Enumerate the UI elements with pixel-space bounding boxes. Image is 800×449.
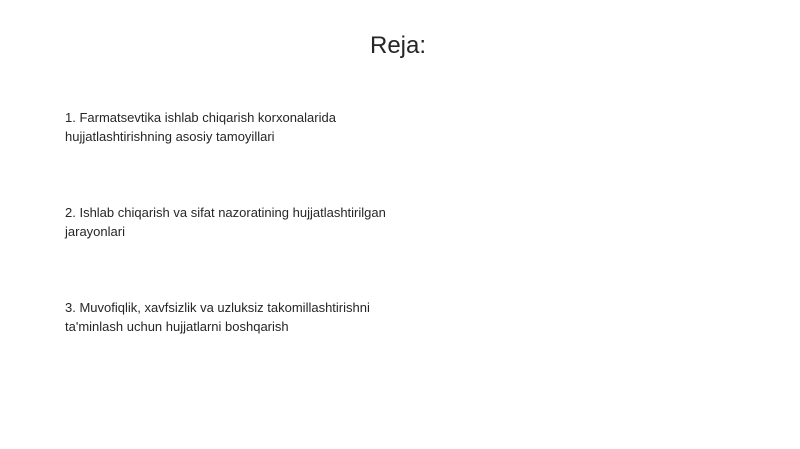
slide-content: [65, 108, 425, 336]
list-item: 3. Muvofiqlik, xavfsizlik va uzluksiz takomillashtirishni ta'minlash uchun hujjatlarni boshqarish: [65, 300, 370, 334]
list-item: 2. Ishlab chiqarish va sifat nazoratining hujjatlashtirilgan jarayonlari: [65, 205, 386, 239]
list-item: 1. Farmatsevtika ishlab chiqarish korxonalarida hujjatlashtirishning asosiy tamoyillari: [65, 110, 336, 144]
slide-title: Reja:: [369, 32, 427, 59]
